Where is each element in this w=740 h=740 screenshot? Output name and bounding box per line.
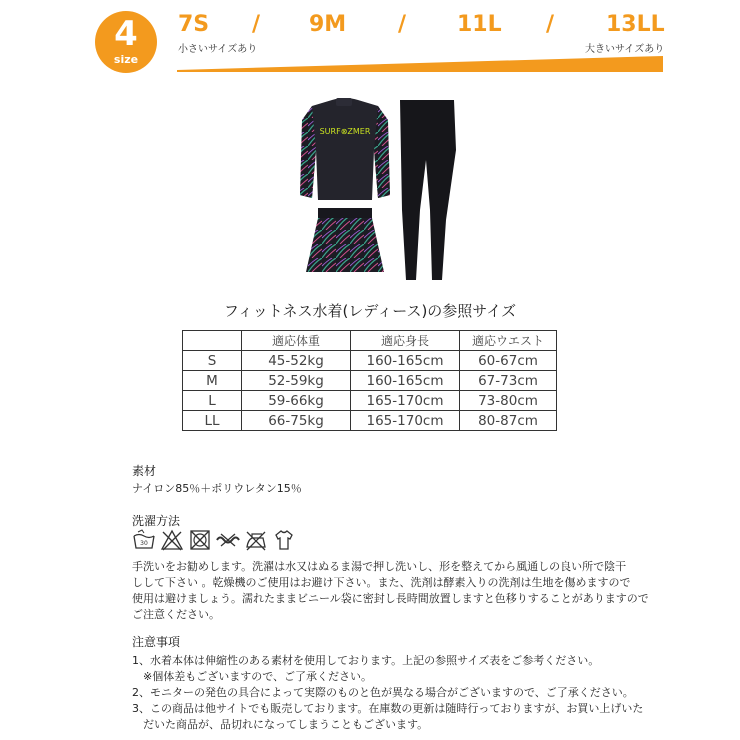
table-cell: 160-165cm <box>351 351 460 371</box>
table-cell: 52-59kg <box>242 371 351 391</box>
size-scale <box>0 8 740 44</box>
table-cell: 80-87cm <box>460 411 557 431</box>
table-header-cell: 適応身長 <box>351 331 460 351</box>
care-icons <box>132 528 302 554</box>
washing-line: しして下さい 。乾燥機のご使用はお避け下さい。また、洗剤は酵素入りの洗剤は生地を傷めますので <box>132 576 631 589</box>
table-cell: 60-67cm <box>460 351 557 371</box>
hang-dry-icon <box>272 528 296 552</box>
small-size-note: 小さいサイズあり <box>178 44 258 55</box>
table-row <box>183 411 557 431</box>
table-cell: 59-66kg <box>242 391 351 411</box>
table-cell: 45-52kg <box>242 351 351 371</box>
size-label-13ll: 13LL <box>606 12 665 37</box>
caution-notes <box>132 653 644 733</box>
table-cell: M <box>183 371 242 391</box>
no-iron-icon <box>244 528 268 552</box>
size-badge-number: 4 <box>114 14 138 54</box>
size-badge-unit: size <box>113 53 139 66</box>
table-cell: S <box>183 351 242 371</box>
caution-line: ※個体差もございますので、ご了承ください。 <box>132 670 372 683</box>
size-chart-table <box>182 330 557 431</box>
caution-line: 1、水着本体は伸縮性のある素材を使用しております。上記の参照サイズ表をご参考ください。 <box>132 654 600 667</box>
washing-instructions <box>132 559 649 623</box>
no-tumble-dry-icon <box>188 528 212 552</box>
table-cell: 165-170cm <box>351 391 460 411</box>
washing-line: ご注意ください。 <box>132 608 220 621</box>
table-cell: 73-80cm <box>460 391 557 411</box>
svg-text:30: 30 <box>140 540 148 547</box>
hand-wash-30-icon <box>132 528 156 552</box>
caution-line: 3、この商品は他サイトでも販売しております。在庫数の更新は随時行っておりますが、お買い上げいた <box>132 702 644 715</box>
swim-leggings <box>400 100 456 280</box>
swim-skirt <box>306 208 384 272</box>
caution-line: だいた商品が、品切れになってしまうこともございます。 <box>132 718 429 731</box>
size-label-11l: 11L <box>457 12 502 37</box>
table-cell: 67-73cm <box>460 371 557 391</box>
washing-line: 手洗いをお勧めします。洗濯は水又はぬるま湯で押し洗いし、形を整えてから風通しの良い所で陰干 <box>132 560 627 573</box>
table-cell: 160-165cm <box>351 371 460 391</box>
table-cell: 66-75kg <box>242 411 351 431</box>
table-header-cell <box>183 331 242 351</box>
no-bleach-icon <box>160 528 184 552</box>
table-row <box>183 351 557 371</box>
size-chart-title: フィットネス水着(レディース)の参照サイズ <box>223 302 517 320</box>
table-header-cell: 適応ウエスト <box>460 331 557 351</box>
caution-line: 2、モニターの発色の具合によって実際のものと色が異なる場合がございますので、ご了承ください。 <box>132 686 634 699</box>
large-size-note: 大きいサイズあり <box>585 44 665 55</box>
table-cell: 165-170cm <box>351 411 460 431</box>
caution-heading: 注意事項 <box>132 635 181 649</box>
material-value: ナイロン85％＋ポリウレタン15％ <box>132 482 302 495</box>
rash-guard-top <box>300 98 390 200</box>
table-header-row <box>183 331 557 351</box>
washing-line: 使用は避けましょう。濡れたままビニール袋に密封し長時間放置しますと色移りすることがありますので <box>132 592 649 605</box>
size-separator: / <box>546 12 555 37</box>
table-cell: LL <box>183 411 242 431</box>
no-wring-icon <box>216 528 240 552</box>
size-label-9m: 9M <box>309 12 347 37</box>
brand-print: SURF⊗ZMER <box>319 127 371 136</box>
size-separator: / <box>398 12 407 37</box>
table-row <box>183 391 557 411</box>
size-scale-wedge <box>177 54 663 72</box>
table-cell: L <box>183 391 242 411</box>
size-label-7s: 7S <box>178 12 210 37</box>
washing-heading: 洗濯方法 <box>132 514 181 528</box>
table-header-cell: 適応体重 <box>242 331 351 351</box>
swimsuit-product-image <box>0 90 740 290</box>
table-row <box>183 371 557 391</box>
material-text <box>132 481 632 497</box>
material-heading: 素材 <box>132 464 157 478</box>
size-separator: / <box>252 12 261 37</box>
